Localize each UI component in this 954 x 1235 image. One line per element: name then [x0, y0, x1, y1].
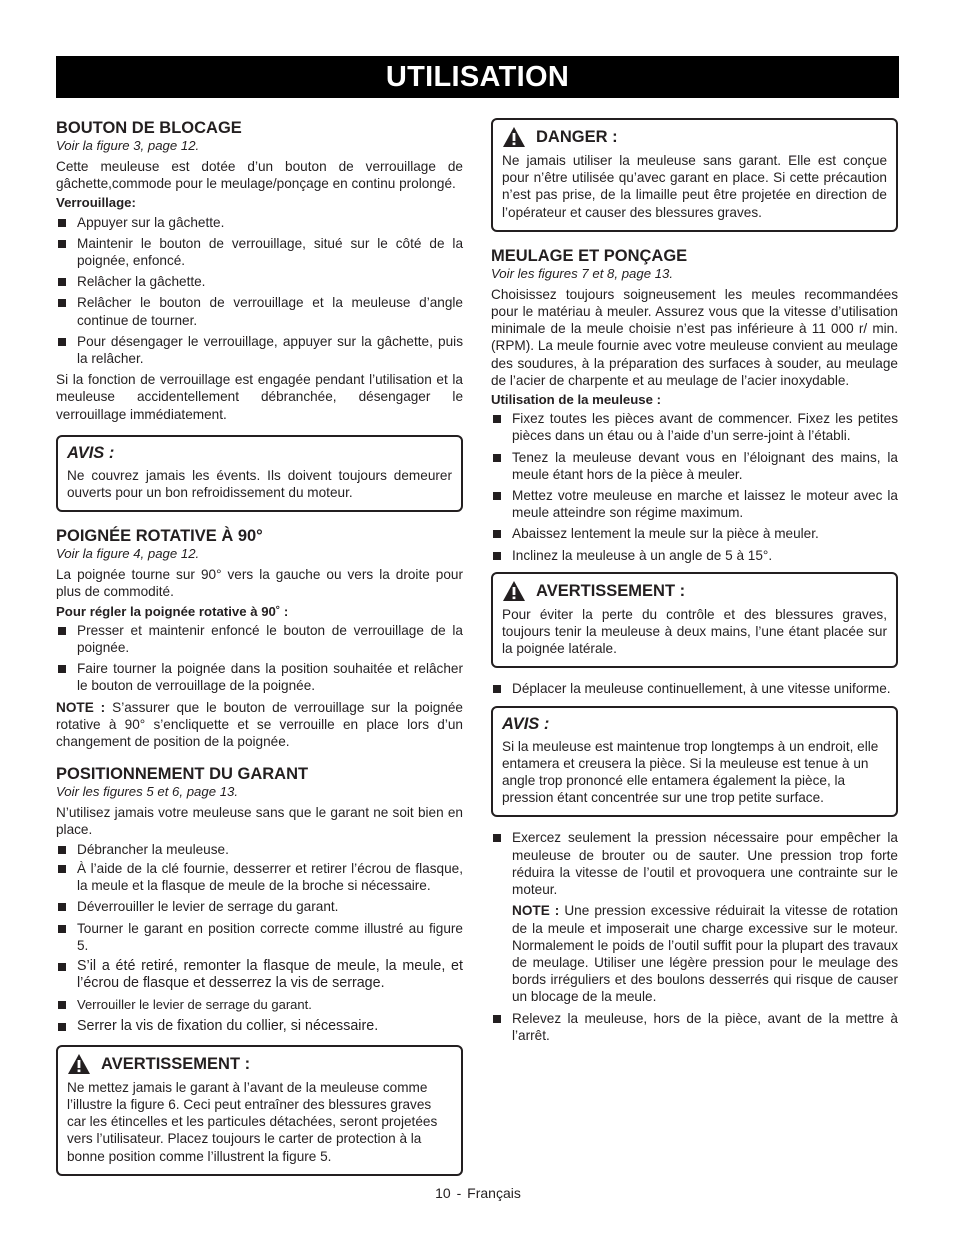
figure-reference: Voir la figure 3, page 12. — [56, 138, 200, 153]
subheading: Utilisation de la meuleuse : — [491, 392, 662, 408]
page-footer — [0, 1185, 954, 1201]
warning-text: Pour éviter la perte du contrôle et des blessures graves, toujours tenir la meuleuse à deux mains, l’une étant placée sur la poignée latérale. — [502, 606, 887, 657]
figure-reference: Voir la figure 4, page 12. — [56, 546, 200, 562]
section-heading: POSITIONNEMENT DU GARANT — [56, 765, 309, 784]
subheading: Pour régler la poignée rotative à 90˚ : — [56, 603, 289, 619]
note-paragraph: NOTE : S’assurer que le bouton de verrouillage sur la poignée rotative à 90° s’encliquette et se verrouille en place lors d’un changement de position de la poignée. — [56, 699, 463, 750]
list-item: Serrer la vis de fixation du collier, si nécessaire. — [56, 1018, 463, 1035]
list-item: À l’aide de la clé fournie, desserrer et retirer l’écrou de flasque, la meule et la flasque de meule de la broche si nécessaire. — [56, 860, 463, 894]
list-item: Déverrouiller le levier de serrage du garant. — [56, 898, 463, 915]
page-title: UTILISATION — [56, 56, 899, 98]
list-item: Exercez seulement la pression nécessaire pour empêcher la meuleuse de brouter ou de sauter. Une pression trop forte réduira la vitesse de l’outil et provoquera une contrainte sur le moteur. — [491, 829, 898, 898]
section-grinding — [491, 246, 898, 564]
warning-box — [491, 572, 898, 669]
list-item: Relâcher la gâchette. — [56, 273, 463, 290]
warning-title: AVERTISSEMENT : — [101, 1054, 251, 1073]
bullet-icon — [493, 415, 501, 423]
bullet-icon — [58, 665, 66, 673]
right-column — [491, 118, 898, 1048]
warning-triangle-icon — [502, 580, 526, 602]
bullet-icon — [58, 338, 66, 346]
section-heading: MEULAGE ET PONÇAGE — [491, 246, 688, 265]
bullet-icon — [58, 903, 66, 911]
figure-reference: Voir les figures 5 et 6, page 13. — [56, 784, 239, 800]
bullet-list — [56, 841, 463, 1035]
notice-text: Si la meuleuse est maintenue trop longtemps à un endroit, elle entamera et creusera la pièce. Si la meuleuse est tenue à un angle trop prononcé elle entamera également la pièce, la pression étant concentrée sur une trop petite surface. — [502, 738, 879, 806]
note-paragraph: NOTE : Une pression excessive réduirait la vitesse de rotation de la meule et imposerait une charge excessive sur le moteur. Normalement le poids de l’outil suffit pour la plupart des travaux de meulage. Utiliser une légère pression pour le meulage des bords irréguliers et des boulons desserrés qui risque de causer un blocage de la meule. — [512, 903, 898, 1005]
list-item: Presser et maintenir enfoncé le bouton de verrouillage de la poignée. — [56, 622, 463, 656]
warning-triangle-icon — [67, 1053, 91, 1075]
list-item: Verrouiller le levier de serrage du garant. — [56, 996, 463, 1013]
page-number: 10 — [435, 1185, 451, 1201]
notice-box — [491, 706, 898, 818]
bullet-icon — [58, 240, 66, 248]
warning-title: AVERTISSEMENT : — [536, 581, 686, 600]
footer-separator: - — [452, 1185, 466, 1201]
bullet-icon — [493, 492, 501, 500]
notice-title: AVIS : — [502, 714, 550, 733]
list-item: Débrancher la meuleuse. — [56, 841, 463, 858]
paragraph: La poignée tourne sur 90° vers la gauche ou vers la droite pour plus de commodité. — [56, 567, 463, 600]
warning-box — [56, 1045, 463, 1176]
bullet-icon — [493, 834, 501, 842]
section-heading: BOUTON DE BLOCAGE — [56, 119, 242, 137]
bullet-icon — [58, 299, 66, 307]
list-item: Relevez la meuleuse, hors de la pièce, avant de la mettre à l’arrêt. — [491, 1010, 898, 1044]
danger-title: DANGER : — [536, 128, 618, 146]
bullet-icon — [493, 454, 501, 462]
list-item: Inclinez la meuleuse à un angle de 5 à 15°. — [491, 547, 898, 564]
bullet-list — [56, 214, 463, 368]
bullet-icon — [58, 627, 66, 635]
paragraph: N’utilisez jamais votre meuleuse sans que le garant ne soit bien en place. — [56, 805, 463, 838]
list-item: Tourner le garant en position correcte comme illustré au figure 5. — [56, 920, 463, 954]
list-item: Maintenir le bouton de verrouillage, situé sur le côté de la poignée, enfoncé. — [56, 235, 463, 269]
warning-text: Ne mettez jamais le garant à l’avant de la meuleuse comme l’illustre la figure 6. Ceci peut entraîner des blessures graves car les étincelles et les particules détachées, seront projetées vers l’utilisateur. Placez toujours le carter de protection à la bonne position comme l’illustrent la figure 5. — [67, 1079, 438, 1164]
bullet-icon — [58, 219, 66, 227]
list-item: Appuyer sur la gâchette. — [56, 214, 463, 231]
bullet-icon — [58, 925, 66, 933]
paragraph: Si la fonction de verrouillage est engagée pendant l’utilisation et la meuleuse accidentellement débranchée, désengager le verrouillage immédiatement. — [56, 372, 463, 422]
notice-title: AVIS : — [67, 443, 115, 462]
bullet-list — [491, 1010, 898, 1044]
list-item: Fixez toutes les pièces avant de commencer. Fixez les petites pièces dans un étau ou à l’aide d’un serre-joint à l’établi. — [491, 410, 898, 444]
bullet-list — [491, 829, 898, 898]
list-item: Pour désengager le verrouillage, appuyer sur la gâchette, puis la relâcher. — [56, 333, 463, 367]
section-heading: POIGNÉE ROTATIVE À 90° — [56, 527, 263, 546]
bullet-icon — [58, 846, 66, 854]
bullet-icon — [493, 1015, 501, 1023]
paragraph: Cette meuleuse est dotée d’un bouton de verrouillage de gâchette,commode pour le meulage/ponçage en continu prolongé. — [56, 159, 463, 192]
bullet-list — [491, 410, 898, 564]
list-item: Abaissez lentement la meule sur la pièce à meuler. — [491, 525, 898, 542]
section-handle — [56, 526, 463, 750]
bullet-icon — [58, 865, 66, 873]
bullet-list — [56, 622, 463, 695]
list-item: S’il a été retiré, remonter la flasque de meule, la meule, et l’écrou de flasque et desserrez la vis de serrage. — [56, 958, 463, 992]
bullet-icon — [58, 1001, 66, 1009]
notice-box — [56, 435, 463, 512]
section-guard — [56, 764, 463, 1034]
bullet-icon — [58, 278, 66, 286]
subheading: Verrouillage: — [56, 195, 136, 211]
list-item: Faire tourner la poignée dans la position souhaitée et relâcher le bouton de verrouillage de la poignée. — [56, 660, 463, 694]
danger-text: Ne jamais utiliser la meuleuse sans garant. Elle est conçue pour n’être utilisée qu’avec garant en place. Si cette précaution n’est pas prise, de la limaille peut être projetée en direction de l’opérateur et causer des blessures graves. — [502, 153, 887, 220]
bullet-list — [491, 680, 898, 697]
footer-language: Français — [467, 1185, 521, 1201]
danger-box — [491, 118, 898, 232]
paragraph: Choisissez toujours soigneusement les meules recommandées pour le matériau à meuler. Assurez vous que la vitesse d’utilisation minimale de la meule choisie n’est pas inférieure à 11 000 r/ min. (RPM). La meule fournie avec votre meuleuse convient au meulage des soudures, à la préparation des surfaces à souder, au meulage de l’acier de charpente et au meulage de l’acier inoxydable. — [491, 286, 898, 388]
bullet-icon — [493, 530, 501, 538]
bullet-icon — [493, 552, 501, 560]
bullet-icon — [493, 685, 501, 693]
list-item: Déplacer la meuleuse continuellement, à une vitesse uniforme. — [491, 680, 898, 697]
bullet-icon — [58, 1023, 66, 1031]
figure-reference: Voir les figures 7 et 8, page 13. — [491, 265, 674, 281]
warning-triangle-icon — [502, 126, 526, 148]
list-item: Relâcher le bouton de verrouillage et la meuleuse d’angle continue de tourner. — [56, 294, 463, 328]
left-column — [56, 118, 463, 1176]
list-item: Tenez la meuleuse devant vous en l’éloignant des mains, la meule étant hors de la pièce à meuler. — [491, 449, 898, 483]
bullet-icon — [58, 963, 66, 971]
notice-text: Ne couvrez jamais les évents. Ils doivent toujours demeurer ouverts pour un bon refroidissement du moteur. — [67, 467, 452, 501]
list-item: Mettez votre meuleuse en marche et laissez le moteur avec la meule atteindre son régime maximum. — [491, 487, 898, 521]
